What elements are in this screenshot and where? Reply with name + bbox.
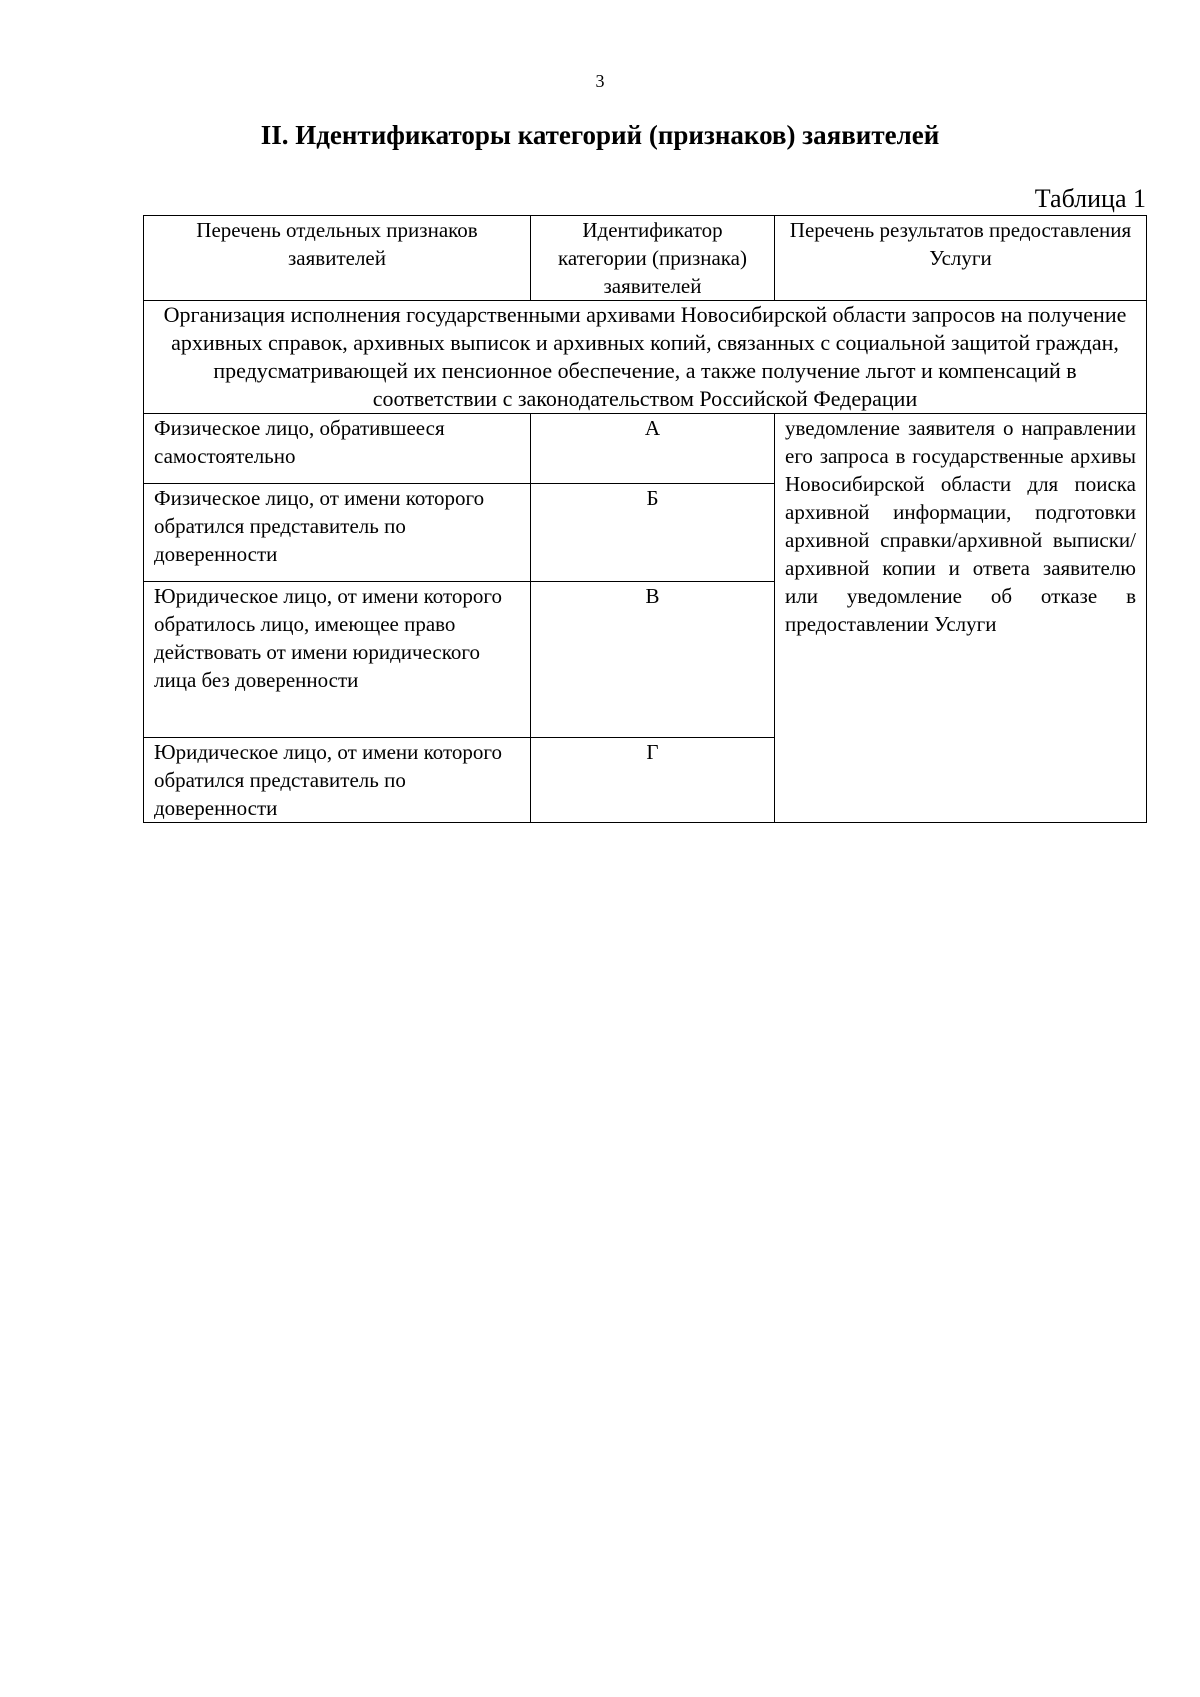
header-features: Перечень отдельных признаков заявителей <box>144 216 531 301</box>
feature-cell: Юридическое лицо, от имени которого обратилось лицо, имеющее право действовать от имени юридического лица без доверенности <box>144 582 531 738</box>
table-header-row <box>144 216 1147 301</box>
identifier-cell: В <box>531 582 775 738</box>
table-row <box>144 414 1147 484</box>
result-cell: уведомление заявителя о направлении его запроса в государственные архивы Новосибирской области для поиска архивной информации, подготовки архивной справки/архивной выписки/архивной копии и ответа заявителю или уведомление об отказе в предоставлении Услуги <box>775 414 1147 823</box>
table-caption: Таблица 1 <box>1034 184 1146 213</box>
header-identifier: Идентификатор категории (признака) заявителей <box>531 216 775 301</box>
feature-cell: Физическое лицо, обратившееся самостоятельно <box>144 414 531 484</box>
section-title: II. Идентификаторы категорий (признаков) заявителей <box>260 120 940 150</box>
applicant-categories-table <box>143 215 1147 823</box>
feature-cell: Физическое лицо, от имени которого обратился представитель по доверенности <box>144 484 531 582</box>
identifier-cell: Г <box>531 738 775 823</box>
identifier-cell: А <box>531 414 775 484</box>
page-number: 3 <box>595 71 605 91</box>
section-row <box>144 301 1147 414</box>
header-results: Перечень результатов предоставления Услуги <box>775 216 1147 301</box>
feature-cell: Юридическое лицо, от имени которого обратился представитель по доверенности <box>144 738 531 823</box>
identifier-cell: Б <box>531 484 775 582</box>
section-row-text: Организация исполнения государственными архивами Новосибирской области запросов на получение архивных справок, архивных выписок и архивных копий, связанных с социальной защитой граждан, предусматривающей их пенсионное обеспечение, а также получение льгот и компенсаций в соответствии с законодательством Российской Федерации <box>144 301 1147 414</box>
